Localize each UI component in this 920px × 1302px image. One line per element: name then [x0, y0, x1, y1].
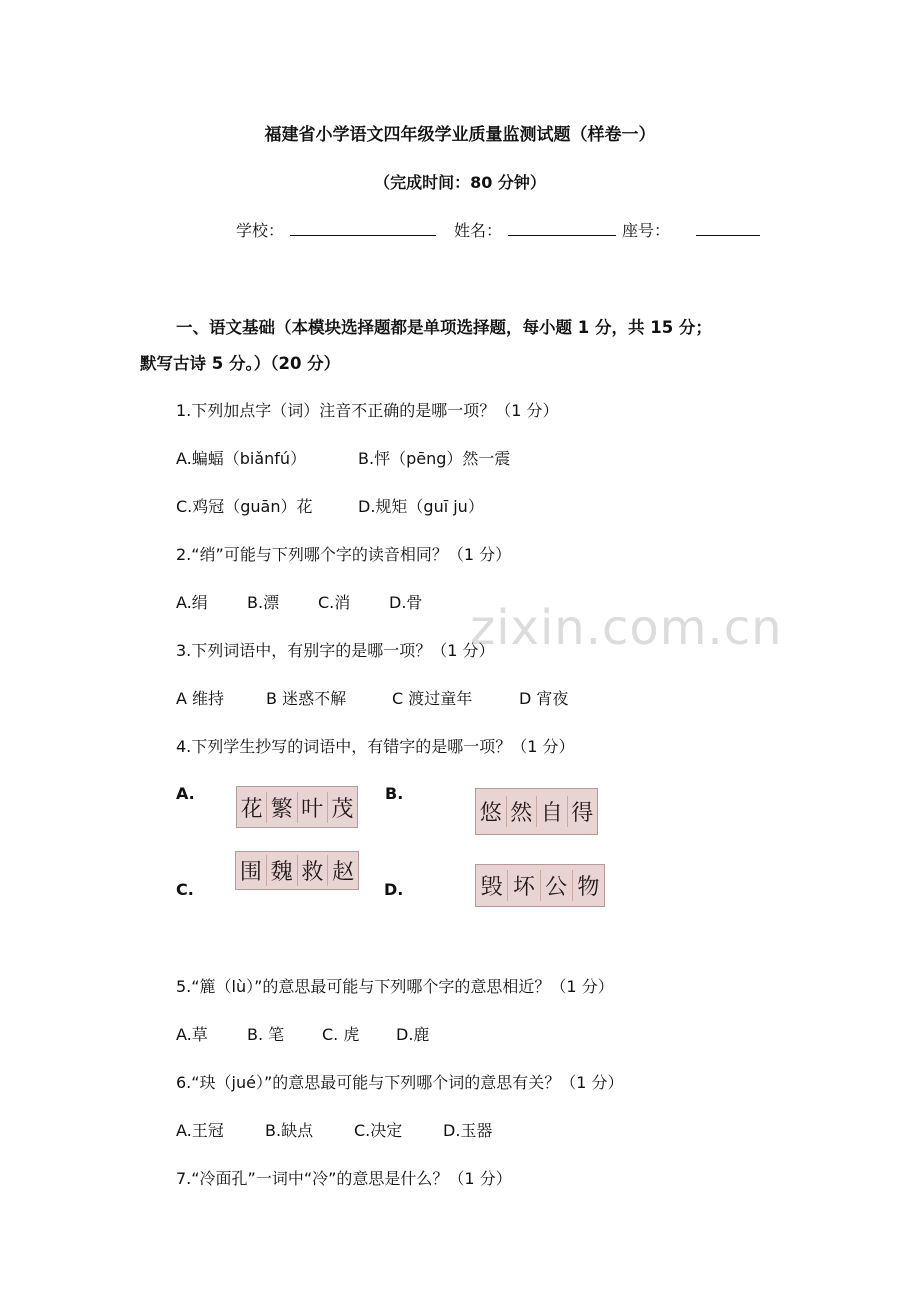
question-2-options [176, 590, 422, 613]
hw-char: 繁 [267, 792, 297, 823]
option-c[interactable]: C.决定 [354, 1121, 403, 1140]
question-6: 6.“玦（jué）”的意思最可能与下列哪个词的意思有关？（1 分） [176, 1073, 624, 1092]
question-3: 3.下列词语中，有别字的是哪一项？（1 分） [176, 641, 495, 660]
question-2: 2.“绡”可能与下列哪个字的读音相同？（1 分） [176, 545, 512, 564]
seat-field[interactable] [696, 221, 760, 236]
watermark: zixin.com.cn [470, 600, 783, 656]
question-1: 1.下列加点字（词）注音不正确的是哪一项？（1 分） [176, 401, 559, 420]
hw-char: 物 [577, 875, 600, 900]
hw-char: 赵 [332, 860, 355, 885]
section-heading: 一、语文基础（本模块选择题都是单项选择题，每小题 1 分，共 15 分； [176, 318, 712, 337]
option-c-label[interactable]: C. [176, 880, 194, 899]
option-b[interactable]: B. 笔 [247, 1025, 285, 1044]
hw-char: 坏 [508, 870, 540, 901]
option-c[interactable]: C.消 [318, 593, 351, 612]
question-3-options [176, 686, 568, 709]
option-b[interactable]: B.漂 [247, 593, 280, 612]
hw-char: 毁 [476, 870, 508, 901]
question-7: 7.“冷面孔”一词中“冷”的意思是什么？（1 分） [176, 1169, 512, 1188]
hw-char: 花 [237, 792, 267, 823]
option-d[interactable]: D.玉器 [443, 1121, 493, 1140]
question-6-options [176, 1118, 492, 1141]
option-a[interactable]: A 维持 [176, 689, 225, 708]
seat-label: 座号： [622, 221, 671, 240]
option-d[interactable]: D 宵夜 [519, 689, 569, 708]
hw-char: 茂 [331, 796, 354, 822]
option-a-label[interactable]: A. [176, 784, 195, 803]
option-a[interactable]: A.绢 [176, 593, 208, 612]
page-title: 福建省小学语文四年级学业质量监测试题（样卷一） [264, 125, 656, 145]
option-a[interactable]: A.王冠 [176, 1121, 224, 1140]
question-5-options [176, 1022, 429, 1045]
hw-char: 叶 [298, 792, 328, 823]
option-a[interactable]: A.草 [176, 1025, 208, 1044]
option-b[interactable]: B.怦（pēng）然一震 [358, 449, 511, 468]
option-c[interactable]: C.鸡冠（guān）花 [176, 497, 313, 516]
hw-char: 魏 [267, 855, 298, 886]
question-5: 5.“簏（lù）”的意思最可能与下列哪个字的意思相近？（1 分） [176, 977, 614, 996]
option-d-handwriting[interactable] [475, 864, 605, 907]
school-label: 学校： [236, 221, 285, 240]
hw-char: 自 [537, 796, 568, 827]
option-a-handwriting[interactable] [236, 786, 358, 828]
option-c[interactable]: C 渡过童年 [392, 689, 473, 708]
hw-char: 救 [298, 855, 329, 886]
hw-char: 悠 [476, 796, 507, 827]
option-d-label[interactable]: D. [384, 880, 404, 899]
question-4: 4.下列学生抄写的词语中，有错字的是哪一项？（1 分） [176, 737, 575, 756]
option-b-label[interactable]: B. [385, 784, 404, 803]
option-c[interactable]: C. 虎 [322, 1025, 360, 1044]
option-a[interactable]: A.蝙蝠（biǎnfú） [176, 449, 307, 468]
hw-char: 公 [541, 870, 573, 901]
name-label: 姓名： [454, 221, 503, 240]
option-d[interactable]: D.规矩（guī ju） [358, 497, 484, 516]
hw-char: 得 [571, 801, 594, 826]
hw-char: 然 [507, 796, 538, 827]
student-info-row [236, 218, 766, 241]
name-field[interactable] [508, 221, 616, 236]
option-b[interactable]: B.缺点 [265, 1121, 314, 1140]
time-limit: （完成时间：80 分钟） [374, 173, 546, 192]
option-c-handwriting[interactable] [235, 851, 359, 890]
option-b[interactable]: B 迷惑不解 [266, 689, 347, 708]
section-heading-cont: 默写古诗 5 分。）（20 分） [140, 354, 341, 373]
school-field[interactable] [290, 221, 436, 236]
hw-char: 围 [236, 855, 267, 886]
option-b-handwriting[interactable] [475, 788, 598, 835]
question-1-options-ab [176, 446, 510, 469]
question-1-options-cd [176, 494, 484, 517]
option-d[interactable]: D.骨 [389, 593, 423, 612]
option-d[interactable]: D.鹿 [396, 1025, 430, 1044]
